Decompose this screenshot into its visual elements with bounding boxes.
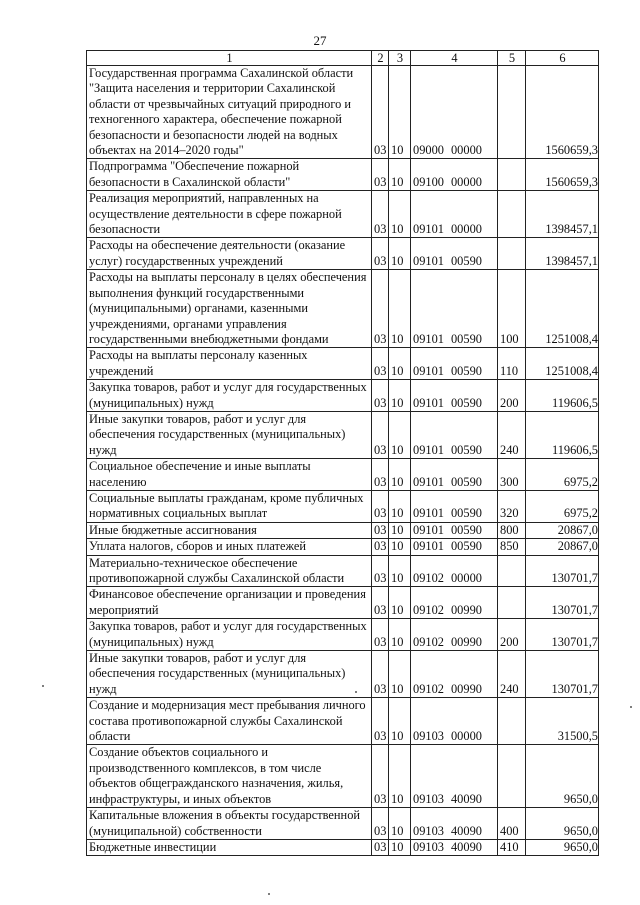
row-section-cell: 03 [372, 839, 389, 855]
row-amount-cell: 1560659,3 [526, 159, 599, 191]
row-amount-cell: 9650,0 [526, 839, 599, 855]
row-section-cell: 03 [372, 539, 389, 555]
row-target-article-cell [411, 698, 498, 745]
table-row [87, 555, 599, 587]
row-subsection-cell: 10 [389, 587, 411, 619]
target-direction-code: 00590 [450, 331, 482, 346]
row-subsection-cell: 10 [389, 411, 411, 458]
row-subsection-cell: 10 [389, 380, 411, 412]
table-row [87, 539, 599, 555]
row-expense-type-cell: 320 [498, 490, 526, 522]
target-program-code: 09101 [413, 506, 444, 521]
row-target-article-cell [411, 348, 498, 380]
row-expense-type-cell: 410 [498, 839, 526, 855]
row-amount-cell: 130701,7 [526, 619, 599, 651]
row-amount-cell: 20867,0 [526, 539, 599, 555]
row-target-article-cell [411, 539, 498, 555]
table-row [87, 66, 599, 159]
row-subsection-cell: 10 [389, 522, 411, 538]
row-target-article-cell [411, 238, 498, 270]
table-row [87, 522, 599, 538]
row-section-cell: 03 [372, 651, 389, 698]
row-section-cell: 03 [372, 522, 389, 538]
row-name-cell: Расходы на выплаты персоналу в целях обеспечения выполнения функций государственными (муниципальными) органами, казенными учреждениями, органами управления государственными внебюджетными фондами [87, 270, 372, 348]
row-amount-cell: 6975,2 [526, 490, 599, 522]
target-direction-code: 00000 [450, 143, 482, 158]
row-name-cell: Иные закупки товаров, работ и услуг для обеспечения государственных (муниципальных) нужд [87, 411, 372, 458]
table-row [87, 159, 599, 191]
target-direction-code: 00990 [450, 634, 482, 649]
target-program-code: 09102 [413, 634, 444, 649]
row-amount-cell: 119606,5 [526, 380, 599, 412]
target-program-code: 09101 [413, 222, 444, 237]
row-section-cell: 03 [372, 587, 389, 619]
row-target-article-cell [411, 808, 498, 840]
target-direction-code: 00990 [450, 681, 482, 696]
header-cell-subsection: 3 [389, 51, 411, 66]
row-subsection-cell: 10 [389, 651, 411, 698]
target-direction-code: 40090 [450, 823, 482, 838]
row-section-cell: 03 [372, 745, 389, 808]
row-amount-cell: 1251008,4 [526, 270, 599, 348]
row-target-article-cell [411, 66, 498, 159]
target-direction-code: 00590 [450, 474, 482, 489]
row-name-cell: Уплата налогов, сборов и иных платежей [87, 539, 372, 555]
target-program-code: 09101 [413, 442, 444, 457]
row-name-cell: Создание и модернизация мест пребывания личного состава противопожарной службы Сахалинской области [87, 698, 372, 745]
row-section-cell: 03 [372, 238, 389, 270]
row-subsection-cell: 10 [389, 839, 411, 855]
target-direction-code: 00590 [450, 363, 482, 378]
table-row [87, 651, 599, 698]
row-expense-type-cell [498, 238, 526, 270]
table-row [87, 490, 599, 522]
row-expense-type-cell: 100 [498, 270, 526, 348]
row-section-cell: 03 [372, 159, 389, 191]
row-target-article-cell [411, 459, 498, 491]
target-direction-code: 00000 [450, 571, 482, 585]
table-row [87, 808, 599, 840]
target-program-code: 09101 [413, 474, 444, 489]
scan-speck [355, 691, 357, 693]
row-expense-type-cell [498, 555, 526, 587]
table-row [87, 745, 599, 808]
target-direction-code: 00590 [450, 253, 482, 268]
row-expense-type-cell [498, 66, 526, 159]
target-direction-code: 00590 [450, 442, 482, 457]
target-direction-code: 40090 [450, 791, 482, 806]
row-target-article-cell [411, 587, 498, 619]
target-direction-code: 40090 [450, 839, 482, 854]
row-expense-type-cell [498, 159, 526, 191]
target-program-code: 09102 [413, 681, 444, 696]
row-expense-type-cell: 240 [498, 651, 526, 698]
row-name-cell: Государственная программа Сахалинской области "Защита населения и территории Сахалинской области от чрезвычайных ситуаций природного и техногенного характера, обеспечение пожарной безопасности и безопасности людей на водных объектах на 2014–2020 годы" [87, 66, 372, 159]
row-name-cell: Закупка товаров, работ и услуг для государственных (муниципальных) нужд [87, 619, 372, 651]
row-amount-cell: 1251008,4 [526, 348, 599, 380]
row-amount-cell: 9650,0 [526, 745, 599, 808]
row-subsection-cell: 10 [389, 459, 411, 491]
row-subsection-cell: 10 [389, 270, 411, 348]
row-subsection-cell: 10 [389, 490, 411, 522]
row-target-article-cell [411, 159, 498, 191]
row-target-article-cell [411, 380, 498, 412]
row-subsection-cell: 10 [389, 66, 411, 159]
target-direction-code: 00000 [450, 729, 482, 744]
row-subsection-cell: 10 [389, 808, 411, 840]
row-subsection-cell: 10 [389, 555, 411, 587]
table-row [87, 839, 599, 855]
table-row [87, 238, 599, 270]
row-name-cell: Реализация мероприятий, направленных на осуществление деятельности в сфере пожарной безопасности [87, 191, 372, 238]
row-target-article-cell [411, 191, 498, 238]
row-name-cell: Социальное обеспечение и иные выплаты населению [87, 459, 372, 491]
row-expense-type-cell: 200 [498, 619, 526, 651]
row-subsection-cell: 10 [389, 191, 411, 238]
table-row [87, 619, 599, 651]
row-name-cell: Капитальные вложения в объекты государственной (муниципальной) собственности [87, 808, 372, 840]
table-row [87, 459, 599, 491]
row-expense-type-cell: 110 [498, 348, 526, 380]
row-subsection-cell: 10 [389, 619, 411, 651]
row-target-article-cell [411, 522, 498, 538]
row-amount-cell: 130701,7 [526, 587, 599, 619]
row-subsection-cell: 10 [389, 159, 411, 191]
table-row [87, 380, 599, 412]
row-subsection-cell: 10 [389, 539, 411, 555]
row-name-cell: Материально-техническое обеспечение противопожарной службы Сахалинской области [87, 555, 372, 587]
row-name-cell: Иные закупки товаров, работ и услуг для обеспечения государственных (муниципальных) нужд [87, 651, 372, 698]
row-name-cell: Иные бюджетные ассигнования [87, 522, 372, 538]
row-subsection-cell: 10 [389, 238, 411, 270]
row-amount-cell: 130701,7 [526, 651, 599, 698]
target-direction-code: 00000 [450, 222, 482, 237]
row-name-cell: Финансовое обеспечение организации и проведения мероприятий [87, 587, 372, 619]
row-section-cell: 03 [372, 191, 389, 238]
row-expense-type-cell [498, 745, 526, 808]
target-direction-code: 00000 [450, 174, 482, 189]
header-cell-target-article: 4 [411, 51, 498, 66]
scan-speck [268, 893, 270, 895]
row-section-cell: 03 [372, 698, 389, 745]
target-direction-code: 00590 [450, 522, 482, 537]
row-expense-type-cell [498, 698, 526, 745]
row-section-cell: 03 [372, 459, 389, 491]
target-program-code: 09101 [413, 331, 444, 346]
row-expense-type-cell: 800 [498, 522, 526, 538]
page-number: 27 [313, 33, 327, 48]
table-row [87, 191, 599, 238]
table-row [87, 270, 599, 348]
target-program-code: 09000 [413, 143, 444, 158]
table-row [87, 698, 599, 745]
header-cell-amount: 6 [526, 51, 599, 66]
row-section-cell: 03 [372, 808, 389, 840]
row-name-cell: Бюджетные инвестиции [87, 839, 372, 855]
row-section-cell: 03 [372, 66, 389, 159]
scan-speck [630, 706, 632, 708]
target-program-code: 09101 [413, 253, 444, 268]
row-section-cell: 03 [372, 270, 389, 348]
target-program-code: 09103 [413, 729, 444, 744]
row-expense-type-cell: 240 [498, 411, 526, 458]
row-target-article-cell [411, 555, 498, 587]
row-section-cell: 03 [372, 348, 389, 380]
target-program-code: 09101 [413, 522, 444, 537]
row-expense-type-cell: 200 [498, 380, 526, 412]
row-section-cell: 03 [372, 619, 389, 651]
table-row [87, 411, 599, 458]
row-target-article-cell [411, 839, 498, 855]
target-program-code: 09103 [413, 839, 444, 854]
row-name-cell: Закупка товаров, работ и услуг для государственных (муниципальных) нужд [87, 380, 372, 412]
row-amount-cell: 1398457,1 [526, 191, 599, 238]
row-subsection-cell: 10 [389, 698, 411, 745]
row-target-article-cell [411, 651, 498, 698]
row-target-article-cell [411, 411, 498, 458]
row-name-cell: Расходы на обеспечение деятельности (оказание услуг) государственных учреждений [87, 238, 372, 270]
target-program-code: 09101 [413, 395, 444, 410]
header-cell-name: 1 [87, 51, 372, 66]
scan-speck [42, 685, 44, 687]
row-section-cell: 03 [372, 490, 389, 522]
row-expense-type-cell: 300 [498, 459, 526, 491]
header-cell-expense-type: 5 [498, 51, 526, 66]
row-target-article-cell [411, 270, 498, 348]
target-program-code: 09101 [413, 363, 444, 378]
table-row [87, 348, 599, 380]
row-subsection-cell: 10 [389, 348, 411, 380]
row-name-cell: Подпрограмма "Обеспечение пожарной безопасности в Сахалинской области" [87, 159, 372, 191]
row-amount-cell: 6975,2 [526, 459, 599, 491]
row-amount-cell: 9650,0 [526, 808, 599, 840]
row-amount-cell: 130701,7 [526, 555, 599, 587]
header-cell-section: 2 [372, 51, 389, 66]
target-program-code: 09100 [413, 174, 444, 189]
table-row [87, 587, 599, 619]
target-direction-code: 00990 [450, 602, 482, 617]
row-name-cell: Создание объектов социального и производственного комплексов, в том числе объектов общегражданского назначения, жилья, инфраструктуры, и иных объектов [87, 745, 372, 808]
row-expense-type-cell: 400 [498, 808, 526, 840]
row-amount-cell: 119606,5 [526, 411, 599, 458]
row-name-cell: Расходы на выплаты персоналу казенных учреждений [87, 348, 372, 380]
budget-table [86, 50, 599, 856]
target-program-code: 09103 [413, 791, 444, 806]
row-target-article-cell [411, 619, 498, 651]
target-program-code: 09103 [413, 823, 444, 838]
row-expense-type-cell: 850 [498, 539, 526, 555]
row-section-cell: 03 [372, 380, 389, 412]
row-section-cell: 03 [372, 411, 389, 458]
row-section-cell: 03 [372, 555, 389, 587]
target-program-code: 09102 [413, 571, 444, 585]
target-program-code: 09101 [413, 539, 444, 554]
target-direction-code: 00590 [450, 506, 482, 521]
target-direction-code: 00590 [450, 539, 482, 554]
budget-table-body [87, 51, 599, 856]
target-program-code: 09102 [413, 602, 444, 617]
header-row [87, 51, 599, 66]
row-subsection-cell: 10 [389, 745, 411, 808]
row-name-cell: Социальные выплаты гражданам, кроме публичных нормативных социальных выплат [87, 490, 372, 522]
row-amount-cell: 20867,0 [526, 522, 599, 538]
row-target-article-cell [411, 745, 498, 808]
row-amount-cell: 1560659,3 [526, 66, 599, 159]
row-amount-cell: 1398457,1 [526, 238, 599, 270]
row-amount-cell: 31500,5 [526, 698, 599, 745]
row-expense-type-cell [498, 191, 526, 238]
row-expense-type-cell [498, 587, 526, 619]
row-target-article-cell [411, 490, 498, 522]
target-direction-code: 00590 [450, 395, 482, 410]
